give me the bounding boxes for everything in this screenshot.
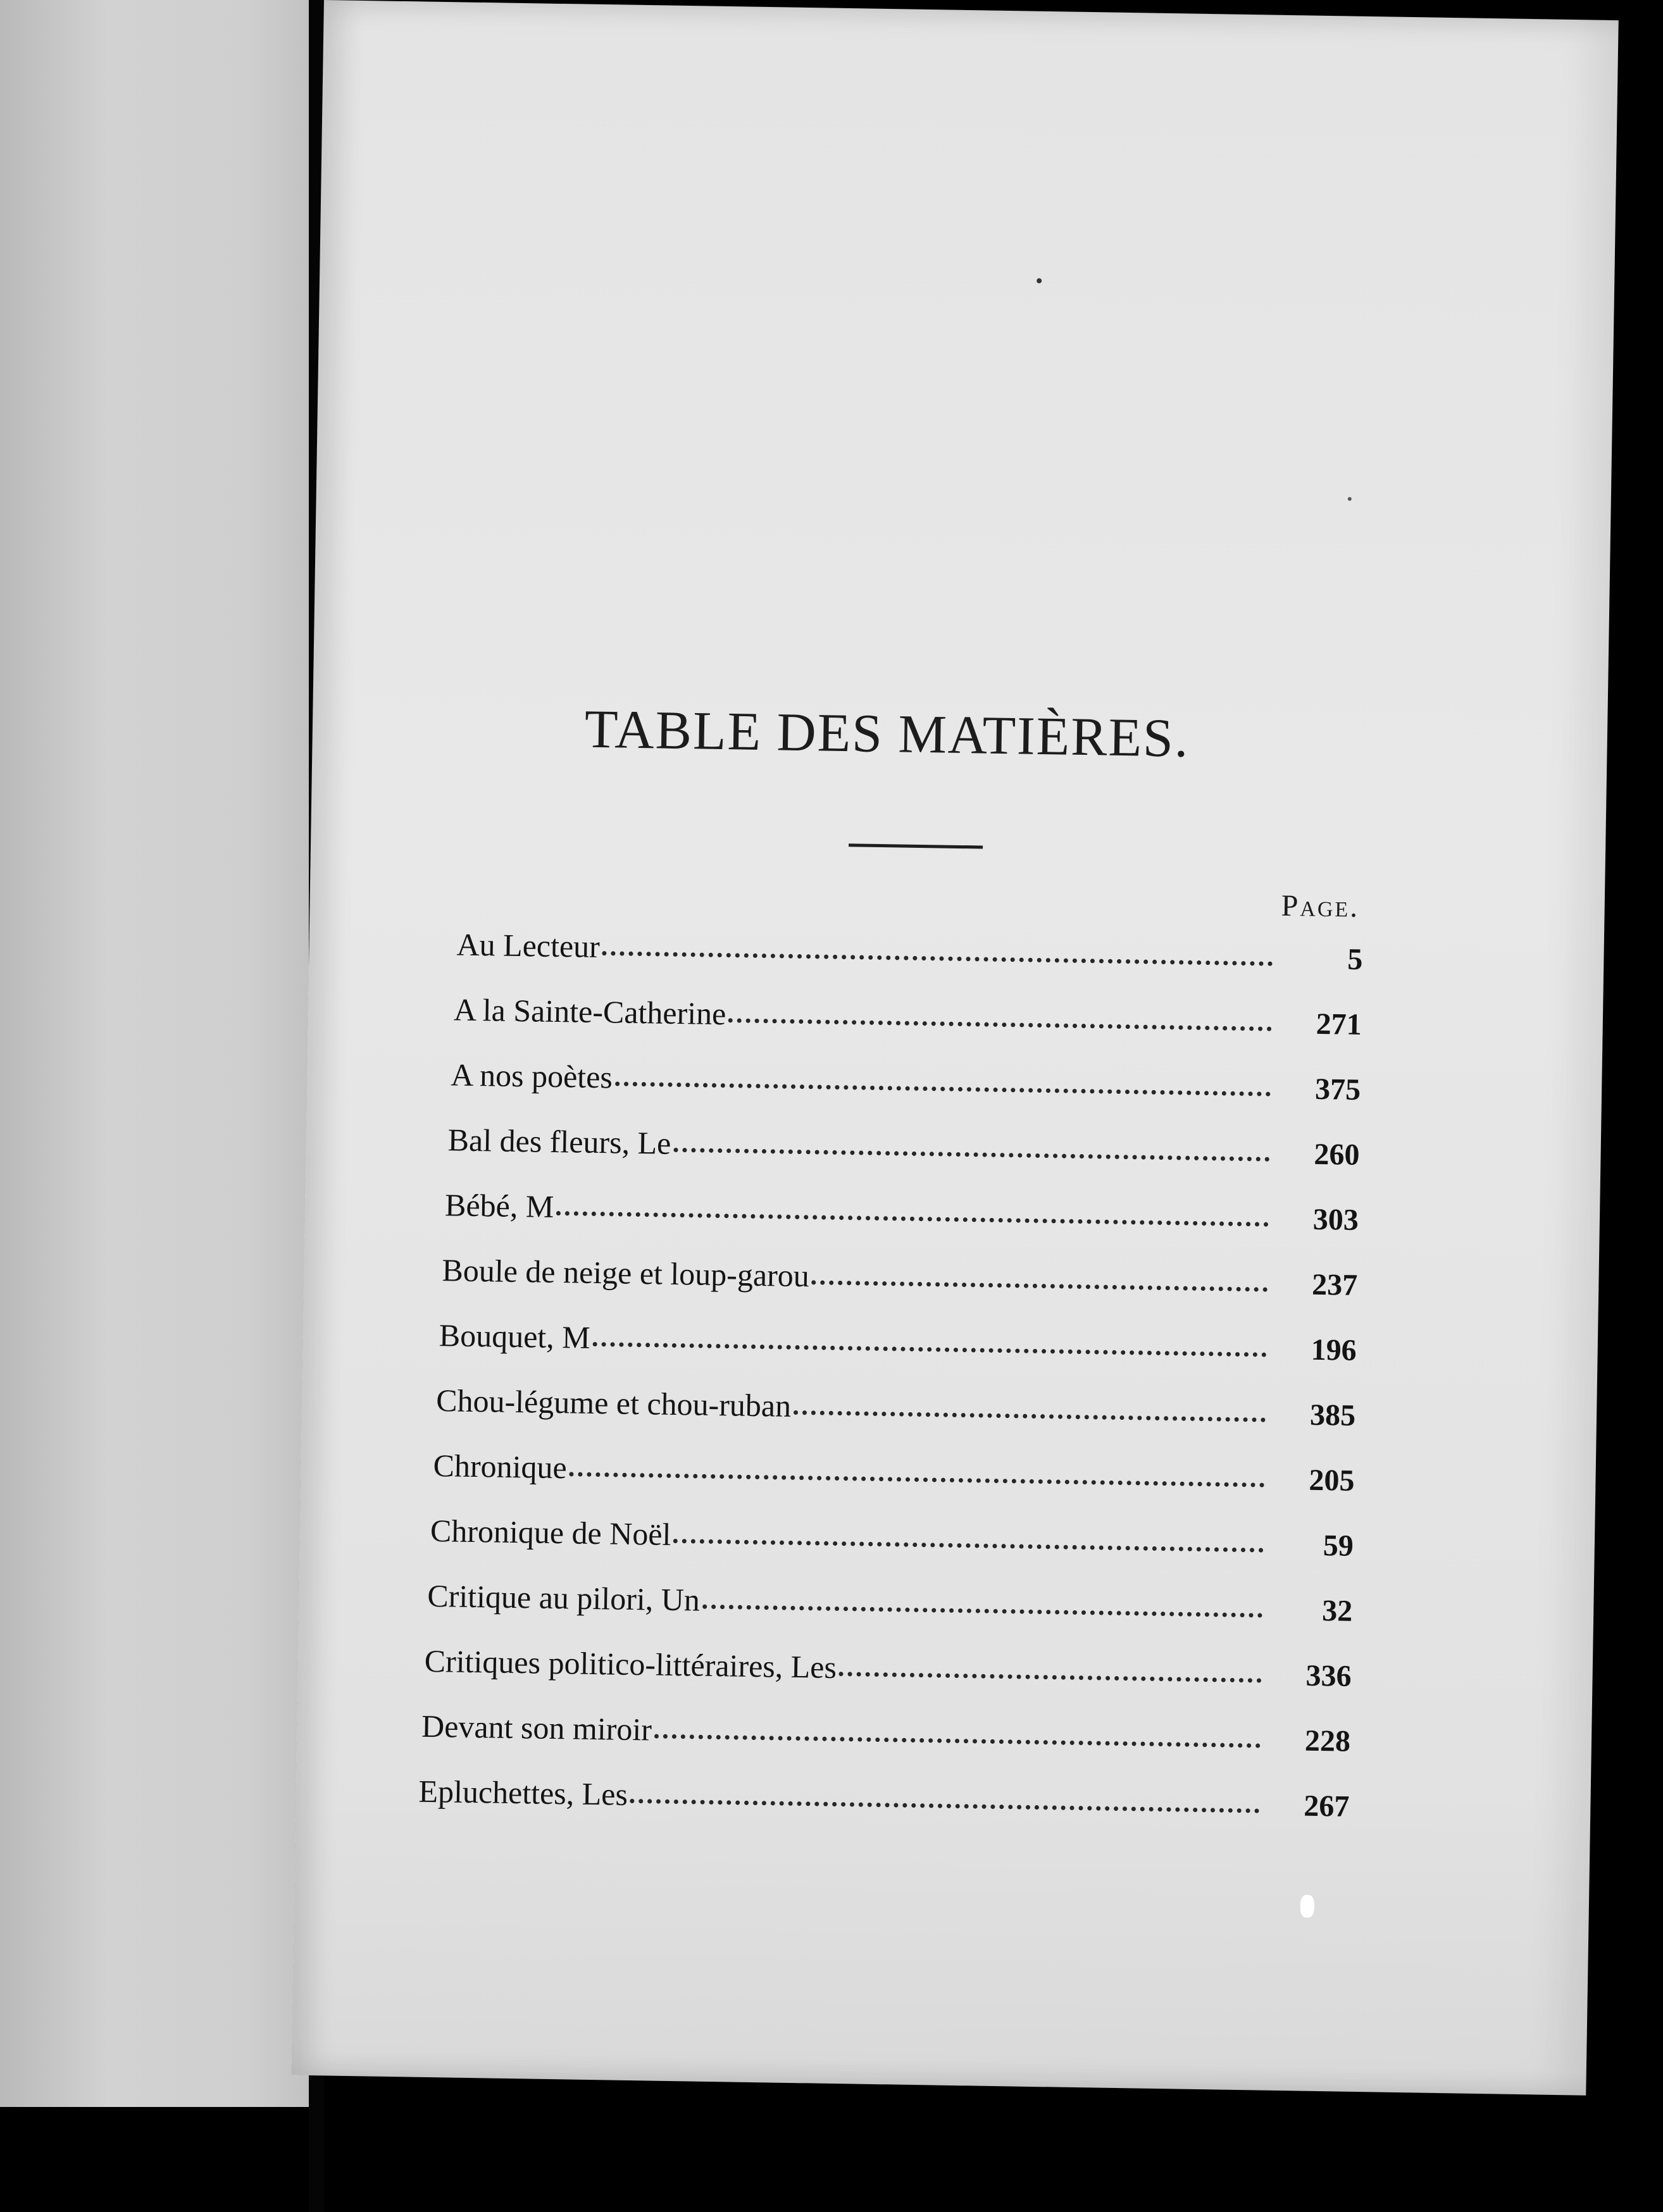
title-divider-rule bbox=[849, 843, 983, 848]
toc-entry-title: Devant son miroir bbox=[421, 1708, 652, 1748]
dot-leader bbox=[593, 1342, 1267, 1357]
dot-leader bbox=[702, 1605, 1263, 1618]
ink-speck bbox=[1348, 497, 1352, 501]
page-column-header: Page. bbox=[1281, 888, 1360, 924]
dot-leader bbox=[673, 1148, 1269, 1162]
toc-entry-page-number: 260 bbox=[1314, 1137, 1360, 1172]
left-page-margin bbox=[0, 0, 309, 2107]
toc-entry-title: Chronique de Noël bbox=[430, 1512, 671, 1552]
ink-speck bbox=[1037, 278, 1042, 283]
toc-entry-page-number: 32 bbox=[1321, 1594, 1353, 1628]
toc-entry-page-number: 303 bbox=[1312, 1202, 1359, 1237]
dot-leader bbox=[728, 1018, 1272, 1031]
toc-list bbox=[418, 926, 1363, 1853]
toc-entry-title: Bouquet, M bbox=[439, 1317, 591, 1355]
page-title: TABLE DES MATIÈRES. bbox=[584, 698, 1190, 769]
dot-leader bbox=[556, 1211, 1269, 1227]
toc-entry-page-number: 271 bbox=[1316, 1007, 1362, 1041]
toc-entry-title: Epluchettes, Les bbox=[418, 1773, 628, 1812]
dot-leader bbox=[602, 951, 1273, 966]
toc-entry-title: Chou-légume et chou-ruban bbox=[435, 1382, 792, 1424]
toc-entry-title: Critique au pilori, Un bbox=[427, 1577, 701, 1618]
toc-entry-title: Bébé, M bbox=[444, 1187, 554, 1224]
toc-entry-title: Au Lecteur bbox=[456, 926, 601, 965]
toc-entry-title: Critiques politico-littéraires, Les bbox=[424, 1643, 837, 1686]
toc-entry-page-number: 59 bbox=[1323, 1529, 1354, 1563]
toc-entry-title: Chronique bbox=[433, 1448, 568, 1486]
dot-leader bbox=[654, 1734, 1261, 1748]
toc-entry-page-number: 385 bbox=[1309, 1398, 1356, 1432]
table-of-contents-page bbox=[291, 0, 1618, 2096]
dot-leader bbox=[673, 1539, 1264, 1553]
dot-leader bbox=[812, 1280, 1268, 1291]
toc-entry-page-number: 336 bbox=[1305, 1658, 1352, 1693]
paper-blemish bbox=[1300, 1895, 1315, 1918]
toc-entry-page-number: 237 bbox=[1311, 1267, 1358, 1302]
dot-leader bbox=[569, 1472, 1264, 1487]
toc-entry-page-number: 267 bbox=[1303, 1789, 1350, 1824]
toc-entry bbox=[418, 1773, 1349, 1853]
toc-entry-page-number: 375 bbox=[1314, 1072, 1361, 1107]
toc-entry-title: A nos poètes bbox=[450, 1057, 613, 1095]
toc-entry-page-number: 228 bbox=[1304, 1724, 1351, 1758]
dot-leader bbox=[615, 1081, 1271, 1096]
dot-leader bbox=[839, 1672, 1262, 1682]
toc-entry-page-number: 196 bbox=[1311, 1333, 1357, 1367]
toc-entry-title: Bal des fleurs, Le bbox=[447, 1122, 671, 1161]
dot-leader bbox=[794, 1410, 1266, 1422]
toc-entry-page-number: 5 bbox=[1347, 942, 1363, 976]
toc-entry-title: A la Sainte-Catherine bbox=[453, 991, 726, 1032]
dot-leader bbox=[630, 1799, 1260, 1813]
toc-entry-page-number: 205 bbox=[1309, 1463, 1355, 1498]
toc-entry-title: Boule de neige et loup-garou bbox=[442, 1252, 810, 1294]
